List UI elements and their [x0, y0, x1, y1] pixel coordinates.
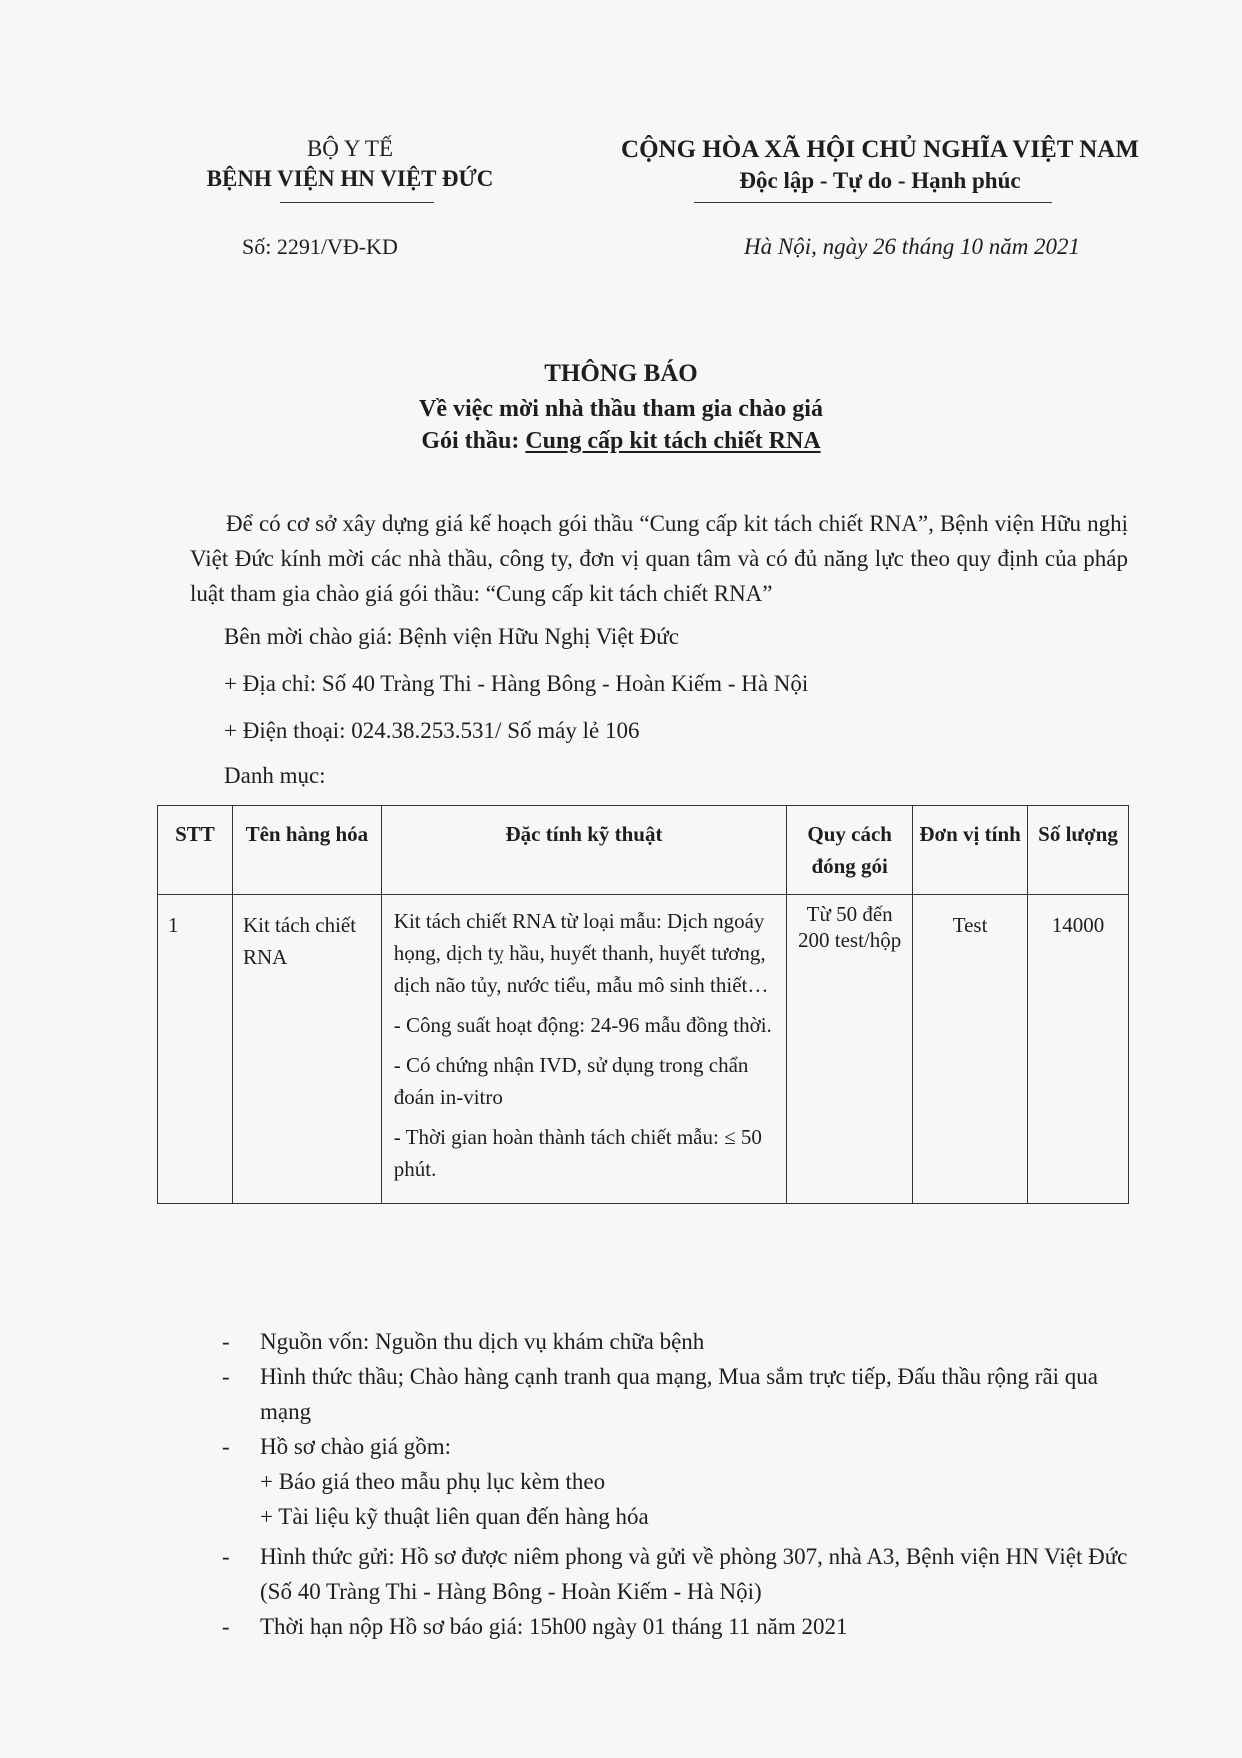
notice-subject: Về việc mời nhà thầu tham gia chào giá: [419, 396, 823, 422]
send-text: Hình thức gửi: Hồ sơ được niêm phong và gửi về phòng 307, nhà A3, Bệnh viện HN Việt Đức (Số 40 Tràng Thi - Hàng Bông - Hoàn Kiếm - Hà Nội): [260, 1544, 1128, 1604]
deadline-text: Thời hạn nộp Hồ sơ báo giá: 15h00 ngày 01 tháng 11 năm 2021: [260, 1614, 848, 1639]
header-name: Tên hàng hóa: [232, 806, 381, 895]
bullet-send: [222, 1539, 1142, 1609]
intro-paragraph: Để có cơ sở xây dựng giá kế hoạch gói thầu “Cung cấp kit tách chiết RNA”, Bệnh viện Hữu nghị Việt Đức kính mời các nhà thầu, công ty, đơn vị quan tâm và có đủ năng lực theo quy định của pháp luật tham gia chào giá gói thầu: “Cung cấp kit tách chiết RNA”: [190, 511, 1128, 606]
spec-line: - Công suất hoạt động: 24-96 mẫu đồng thời.: [393, 1013, 772, 1037]
cell-qty: 14000: [1028, 895, 1129, 1204]
dossier-text: Hồ sơ chào giá gồm:: [260, 1434, 452, 1459]
bullet-dash: -: [222, 1364, 230, 1389]
cell-unit: Test: [913, 895, 1028, 1204]
header-pack: Quy cách đóng gói: [787, 806, 913, 895]
package-prefix: Gói thầu:: [421, 428, 526, 454]
header-spec: Đặc tính kỹ thuật: [381, 806, 786, 895]
motto-underline: [694, 202, 1052, 203]
spec-line: - Có chứng nhận IVD, sử dụng trong chẩn đoán in-vitro: [393, 1053, 749, 1109]
bullet-dash: -: [222, 1614, 230, 1639]
bullet-dossier: [222, 1429, 1142, 1464]
bullet-funding: [222, 1324, 1142, 1359]
table-header-row: [158, 806, 1129, 895]
bullet-form: [222, 1359, 1142, 1429]
cell-name: Kit tách chiết RNA: [232, 895, 381, 1204]
header-stt: STT: [158, 806, 233, 895]
phone-line: + Điện thoại: 024.38.253.531/ Số máy lẻ 106: [224, 718, 640, 743]
header-unit: Đơn vị tính: [913, 806, 1028, 895]
hospital-underline: [280, 202, 434, 203]
items-table: [157, 805, 1129, 1204]
spec-line: Kit tách chiết RNA từ loại mẫu: Dịch ngoáy họng, dịch tỵ hầu, huyết thanh, huyết tương, dịch não tủy, nước tiểu, mẫu mô sinh thiết…: [393, 909, 769, 997]
form-text: Hình thức thầu; Chào hàng cạnh tranh qua mạng, Mua sắm trực tiếp, Đấu thầu rộng rãi qua mạng: [260, 1364, 1099, 1424]
table-row: [158, 895, 1129, 1204]
list-label: Danh mục:: [224, 763, 326, 788]
country-name: CỘNG HÒA XÃ HỘI CHỦ NGHĨA VIỆT NAM: [621, 136, 1139, 163]
funding-text: Nguồn vốn: Nguồn thu dịch vụ khám chữa bệnh: [260, 1329, 705, 1354]
bullet-dash: -: [222, 1544, 230, 1569]
spec-line: - Thời gian hoàn thành tách chiết mẫu: ≤ 50 phút.: [393, 1125, 762, 1181]
bullet-dash: -: [222, 1434, 230, 1459]
notice-title: THÔNG BÁO: [544, 360, 698, 387]
header-qty: Số lượng: [1028, 806, 1129, 895]
cell-pack: Từ 50 đến 200 test/hộp: [787, 895, 913, 1204]
bullet-dash: -: [222, 1329, 230, 1354]
hospital-name: BỆNH VIỆN HN VIỆT ĐỨC: [206, 166, 494, 191]
package-name: Cung cấp kit tách chiết RNA: [525, 428, 821, 454]
bullet-deadline: [222, 1609, 1142, 1644]
package-title: [0, 428, 1242, 455]
cell-stt: 1: [158, 895, 233, 1204]
address-line: + Địa chỉ: Số 40 Tràng Thi - Hàng Bông - Hoàn Kiếm - Hà Nội: [224, 671, 809, 696]
motto: Độc lập - Tự do - Hạnh phúc: [739, 168, 1021, 193]
cell-spec: [381, 895, 786, 1204]
dossier-item-quote: + Báo giá theo mẫu phụ lục kèm theo: [260, 1469, 606, 1494]
ministry-name: BỘ Y TẾ: [306, 136, 394, 161]
document-number: Số: 2291/VĐ-KD: [242, 234, 398, 259]
inviter-line: Bên mời chào giá: Bệnh viện Hữu Nghị Việt Đức: [224, 624, 679, 649]
dossier-item-docs: + Tài liệu kỹ thuật liên quan đến hàng hóa: [260, 1504, 649, 1529]
document-date: Hà Nội, ngày 26 tháng 10 năm 2021: [744, 234, 1081, 259]
